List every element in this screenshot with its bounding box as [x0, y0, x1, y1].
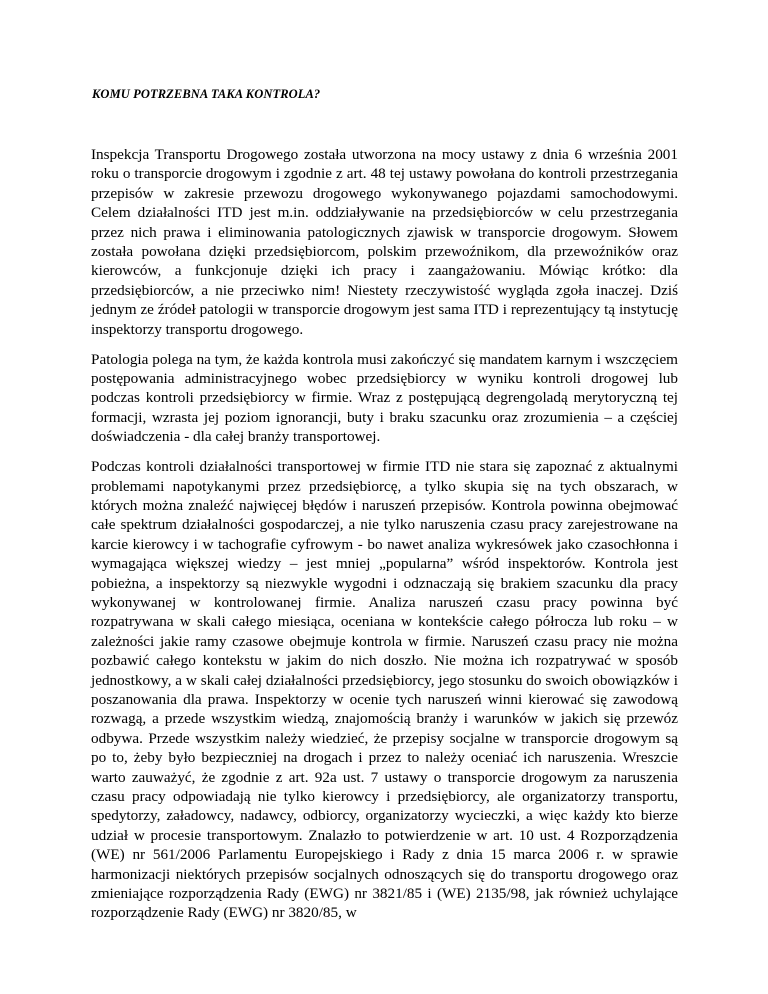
- paragraph-3: Podczas kontroli działalności transportowej w firmie ITD nie stara się zapoznać z aktualnymi problemami napotykanymi przez przedsiębiorcę, a tylko skupia się na tych obszarach, w których można znaleźć najwięcej błędów i naruszeń przepisów. Kontrola powinna obejmować całe spektrum działalności gospodarczej, a nie tylko naruszenia czasu pracy zarejestrowane na karcie kierowcy i w tachografie cyfrowym - bo nawet analiza wykresówek jako czasochłonna i wymagająca większej wiedzy – jest mniej „popularna” wśród inspektorów. Kontrola jest pobieżna, a inspektorzy są niezwykle wygodni i odznaczają się brakiem szacunku dla pracy wykonywanej w kontrolowanej firmie. Analiza naruszeń czasu pracy powinna być rozpatrywana w skali całego miesiąca, oceniana w kontekście całego półrocza lub roku – w zależności jakie ramy czasowe obejmuje kontrola w firmie. Naruszeń czasu pracy nie można pozbawić całego kontekstu w jakim do nich doszło. Nie można ich rozpatrywać w sposób jednostkowy, a w skali całej działalności przedsiębiorcy, jego stosunku do swoich obowiązków i poszanowania dla prawa. Inspektorzy w ocenie tych naruszeń winni kierować się zawodową rozwagą, a przede wszystkim wiedzą, znajomością branży i warunków w jakich się przewóz odbywa. Przede wszystkim należy wiedzieć, że przepisy socjalne w transporcie drogowym są po to, żeby było bezpieczniej na drogach i przez to należy oceniać ich naruszenia. Wreszcie warto zauważyć, że zgodnie z art. 92a ust. 7 ustawy o transporcie drogowym za naruszenia czasu pracy odpowiadają nie tylko kierowcy i przedsiębiorcy, ale organizatorzy transportu, spedytorzy, załadowcy, nadawcy, odbiorcy, organizatorzy wycieczki, a więc każdy kto bierze udział w procesie transportowym. Znalazło to potwierdzenie w art. 10 ust. 4 Rozporządzenia (WE) nr 561/2006 Parlamentu Europejskiego i Rady z dnia 15 marca 2006 r. w sprawie harmonizacji niektórych przepisów socjalnych odnoszących się do transportu drogowego oraz zmieniające rozporządzenia Rady (EWG) nr 3821/85 i (WE) 2135/98, jak również uchylające rozporządzenie Rady (EWG) nr 3820/85, w: [91, 458, 678, 922]
- document-title: KOMU POTRZEBNA TAKA KONTROLA?: [92, 87, 321, 101]
- document-body: [91, 145, 678, 933]
- paragraph-2: Patologia polega na tym, że każda kontrola musi zakończyć się mandatem karnym i wszczęciem postępowania administracyjnego wobec przedsiębiorcy w wyniku kontroli drogowej lub podczas kontroli przedsiębiorcy w firmie. Wraz z postępującą degrengoladą merytoryczną tej formacji, wzrasta jej poziom ignorancji, buty i braku szacunku oraz zrozumienia – a częściej doświadczenia - dla całej branży transportowej.: [91, 350, 678, 446]
- paragraph-1: Inspekcja Transportu Drogowego została utworzona na mocy ustawy z dnia 6 września 2001 roku o transporcie drogowym i zgodnie z art. 48 tej ustawy powołana do kontroli przestrzegania przepisów w zakresie przewozu drogowego wykonywanego pojazdami samochodowymi. Celem działalności ITD jest m.in. oddziaływanie na przedsiębiorców w celu przestrzegania przez nich prawa i eliminowania patologicznych zjawisk w transporcie drogowym. Słowem została powołana dzięki przedsiębiorcom, polskim przewoźnikom, dla przewoźników oraz kierowców, a funkcjonuje dzięki ich pracy i zaangażowaniu. Mówiąc krótko: dla przedsiębiorców, a nie przeciwko nim! Niestety rzeczywistość wygląda zgoła inaczej. Dziś jednym ze źródeł patologii w transporcie drogowym jest sama ITD i reprezentujący tą instytucję inspektorzy transportu drogowego.: [91, 146, 678, 338]
